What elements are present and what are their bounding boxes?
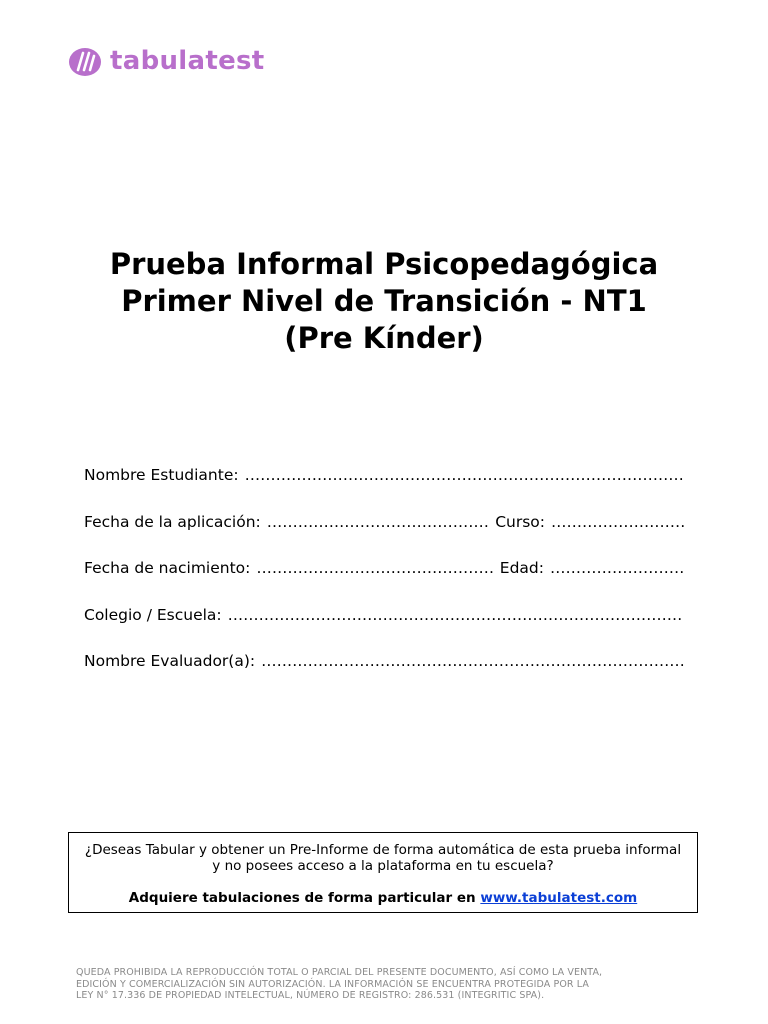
age-label: Edad: bbox=[499, 559, 544, 577]
school-field[interactable] bbox=[228, 606, 684, 624]
evaluator-row bbox=[84, 652, 684, 699]
course-label: Curso: bbox=[495, 512, 545, 531]
student-name-label: Nombre Estudiante: bbox=[84, 466, 239, 484]
birth-date-row bbox=[84, 559, 684, 606]
application-date-field[interactable] bbox=[267, 513, 489, 531]
tabulatest-logo-icon bbox=[68, 44, 102, 78]
student-name-field[interactable] bbox=[245, 466, 684, 484]
age-field[interactable] bbox=[550, 559, 684, 577]
title-line-2: Primer Nivel de Transición - NT1 bbox=[121, 284, 647, 318]
application-date-label: Fecha de la aplicación: bbox=[84, 512, 261, 531]
document-title bbox=[0, 246, 768, 357]
course-field[interactable] bbox=[551, 513, 684, 531]
school-label: Colegio / Escuela: bbox=[84, 605, 222, 624]
copyright-line-1: QUEDA PROHIBIDA LA REPRODUCCIÓN TOTAL O PARCIAL DEL PRESENTE DOCUMENTO, ASÍ COMO LA VENTA, bbox=[76, 967, 603, 978]
title-line-3: (Pre Kínder) bbox=[284, 321, 484, 355]
birth-date-label: Fecha de nacimiento: bbox=[84, 559, 251, 577]
evaluator-field[interactable] bbox=[261, 652, 684, 670]
copyright-line-2: EDICIÓN Y COMERCIALIZACIÓN SIN AUTORIZACIÓN. LA INFORMACIÓN SE ENCUENTRA PROTEGIDA POR LA bbox=[76, 978, 589, 990]
promo-box bbox=[68, 832, 698, 913]
title-line-1: Prueba Informal Psicopedagógica bbox=[109, 247, 659, 281]
copyright-notice bbox=[76, 967, 696, 1002]
school-row bbox=[84, 606, 684, 653]
application-date-row bbox=[84, 513, 684, 560]
promo-cta-text: Adquiere tabulaciones de forma particular en bbox=[128, 890, 476, 906]
birth-date-field[interactable] bbox=[256, 559, 493, 577]
brand-logo bbox=[68, 44, 265, 78]
tabulatest-link[interactable]: www.tabulatest.com bbox=[480, 890, 638, 906]
evaluator-label: Nombre Evaluador(a): bbox=[84, 652, 256, 670]
logo-text: tabulatest bbox=[110, 46, 265, 76]
student-name-row bbox=[84, 466, 684, 513]
promo-question: ¿Deseas Tabular y obtener un Pre-Informe de forma automática de esta prueba informal y no posees acceso a la plataforma en tu escuela? bbox=[84, 842, 682, 874]
copyright-line-3: LEY N° 17.336 DE PROPIEDAD INTELECTUAL, NÚMERO DE REGISTRO: 286.531 (INTEGRITIC SPA). bbox=[76, 990, 545, 1001]
promo-cta bbox=[69, 890, 697, 906]
student-info-form bbox=[84, 466, 684, 699]
